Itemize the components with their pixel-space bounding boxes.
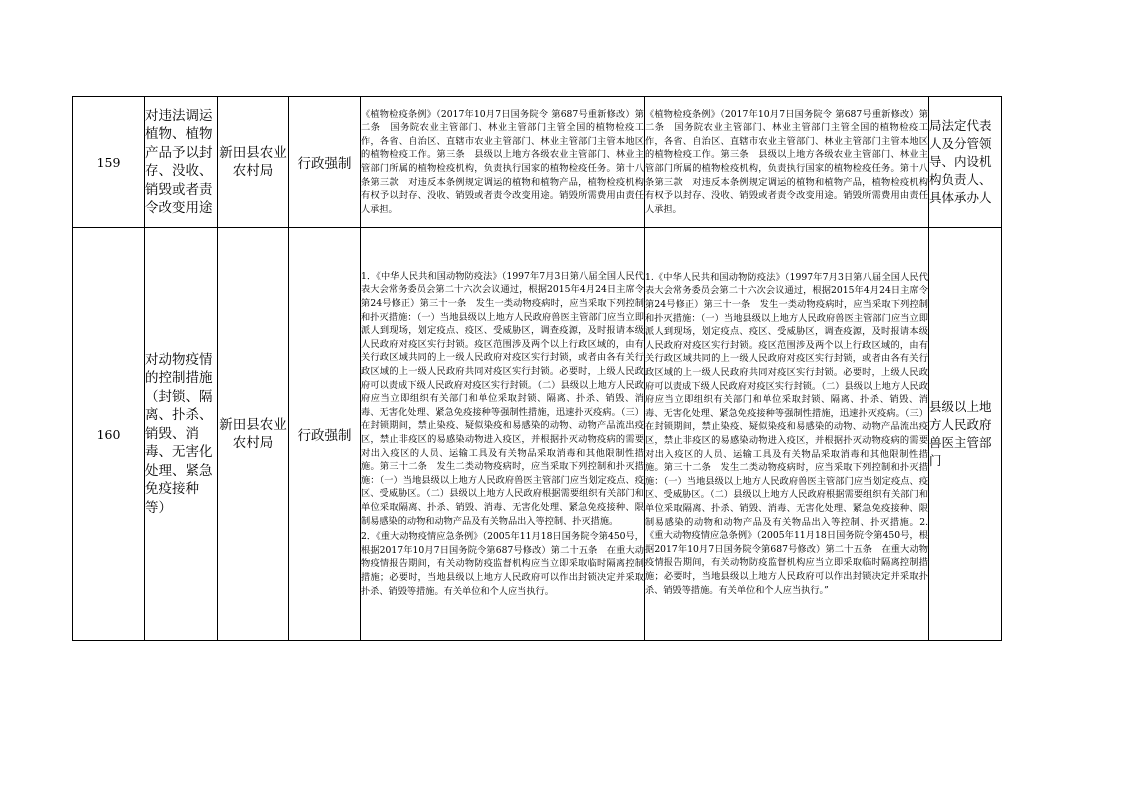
item-name: 对动物疫情的控制措施（封锁、隔离、扑杀、销毁、消毒、无害化处理、紧急免疫接种等） (145, 228, 218, 641)
item-name: 对违法调运植物、植物产品予以封存、没收、销毁或者责令改变用途 (145, 97, 218, 228)
basis-paragraph: 1．《中华人民共和国动物防疫法》（1997年7月3日第八届全国人民代表大会常务委员会第二十六次会议通过，根据2015年4月24日主席令第24号修正）第三十一条 发生一类动物疫病时，应当采取下列控制和扑灭措施：（一）当地县级以上地方人民政府兽医主管部门应当立即派人到现场，划定疫点、疫区、受威胁区，调查疫源，及时报请本级人民政府对疫区实行封锁。疫区范围涉及两个以上行政区域的，由有关行政区域共同的上一级人民政府对疫区实行封锁，或者由各有关行政区域的上一级人民政府共同对疫区实行封锁。必要时，上级人民政府可以责成下级人民政府对疫区实行封锁。（二）县级以上地方人民政府应当立即组织有关部门和单位采取封锁、隔离、扑杀、销毁、消毒、无害化处理、紧急免疫接种等强制性措施，迅速扑灭疫病。（三）在封锁期间，禁止染疫、疑似染疫和易感染的动物、动物产品流出疫区，禁止非疫区的易感染动物进入疫区，并根据扑灭动物疫病的需要对出入疫区的人员、运输工具及有关物品采取消毒和其他限制性措施。第三十二条 发生二类动物疫病时，应当采取下列控制和扑灭措施：（一）当地县级以上地方人民政府兽医主管部门应当划定疫点、疫区、受威胁区。（二）县级以上地方人民政府根据需要组织有关部门和单位采取隔离、扑杀、销毁、消毒、无害化处理、紧急免疫接种、限制易感染的动物和动物产品及有关物品出入等控制、扑灭措施。 (361, 270, 644, 527)
legal-basis-right (645, 97, 929, 228)
responsible-party: 县级以上地方人民政府兽医主管部门 (929, 228, 1002, 641)
table-row (73, 97, 1002, 228)
table-row (73, 228, 1002, 641)
legal-basis-left (361, 97, 645, 228)
basis-paragraph: 1.《中华人民共和国动物防疫法》（1997年7月3日第八届全国人民代表大会常务委员会第二十六次会议通过，根据2015年4月24日主席令第24号修正）第三十一条 发生一类动物疫病时，应当采取下列控制和扑灭措施：（一）当地县级以上地方人民政府兽医主管部门应当立即派人到现场，划定疫点、疫区、受威胁区，调查疫源，及时报请本级人民政府对疫区实行封锁。疫区范围涉及两个以上行政区域的，由有关行政区域共同的上一级人民政府对疫区实行封锁，或者由各有关行政区域的上一级人民政府共同对疫区实行封锁。必要时，上级人民政府可以责成下级人民政府对疫区实行封锁。（二）县级以上地方人民政府应当立即组织有关部门和单位采取封锁、隔离、扑杀、销毁、消毒、无害化处理、紧急免疫接种等强制性措施，迅速扑灭疫病。（三）在封锁期间，禁止染疫、疑似染疫和易感染的动物、动物产品流出疫区，禁止非疫区的易感染动物进入疫区，并根据扑灭动物疫病的需要对出入疫区的人员、运输工具及有关物品采取消毒和其他限制性措施。第三十二条 发生二类动物疫病时，应当采取下列控制和扑灭措施：（一）当地县级以上地方人民政府兽医主管部门应当划定疫点、疫区、受威胁区。（二）县级以上地方人民政府根据需要组织有关部门和单位采取隔离、扑杀、销毁、消毒、无害化处理、紧急免疫接种、限制易感染的动物和动物产品及有关物品出入等控制、扑灭措施。2.《重大动物疫情应急条例》（2005年11月18日国务院令第450号，根据2017年10月7日国务院令第687号修改）第二十五条 在重大动物疫情报告期间，有关动物防疫监督机构应当立即采取临时隔离控制措施；必要时，当地县级以上地方人民政府可以作出封锁决定并采取扑杀、销毁等措施。有关单位和个人应当执行。” (645, 271, 928, 596)
legal-basis-left (361, 228, 645, 641)
responsible-party: 局法定代表人及分管领导、内设机构负责人、具体承办人 (929, 97, 1002, 228)
department: 新田县农业农村局 (218, 97, 289, 228)
basis-paragraph: 《植物检疫条例》（2017年10月7日国务院令 第687号重新修改）第二条 国务院农业主管部门、林业主管部门主管全国的植物检疫工作，各省、自治区、直辖市农业主管部门、林业主管部门主管本地区的植物检疫工作。第三条 县级以上地方各级农业主管部门、林业主管部门所属的植物检疫机构，负责执行国家的植物检疫任务。第十八条第三款 对违反本条例规定调运的植物和植物产品，植物检疫机构有权予以封存、没收、销毁或者责令改变用途。销毁所需费用由责任人承担。 (361, 108, 644, 215)
basis-paragraph: 2．《重大动物疫情应急条例》（2005年11月18日国务院令第450号，根据2017年10月7日国务院令第687号修改）第二十五条 在重大动物疫情报告期间，有关动物防疫监督机构应当立即采取临时隔离控制措施；必要时，当地县级以上地方人民政府可以作出封锁决定并采取扑杀、销毁等措施。有关单位和个人应当执行。 (361, 531, 644, 597)
legal-basis-right (645, 228, 929, 641)
item-type: 行政强制 (289, 228, 361, 641)
row-number: 159 (73, 97, 145, 228)
row-number: 160 (73, 228, 145, 641)
item-type: 行政强制 (289, 97, 361, 228)
basis-paragraph: 《植物检疫条例》（2017年10月7日国务院令 第687号重新修改）第二条 国务院农业主管部门、林业主管部门主管全国的植物检疫工作，各省、自治区、直辖市农业主管部门、林业主管部门主管本地区的植物检疫工作。第三条 县级以上地方各级农业主管部门、林业主管部门所属的植物检疫机构，负责执行国家的植物检疫任务。第十八条第三款 对违反本条例规定调运的植物和植物产品，植物检疫机构有权予以封存、没收、销毁或者责令改变用途。销毁所需费用由责任人承担。 (645, 108, 928, 215)
enforcement-items-table (72, 96, 1002, 641)
department: 新田县农业农村局 (218, 228, 289, 641)
